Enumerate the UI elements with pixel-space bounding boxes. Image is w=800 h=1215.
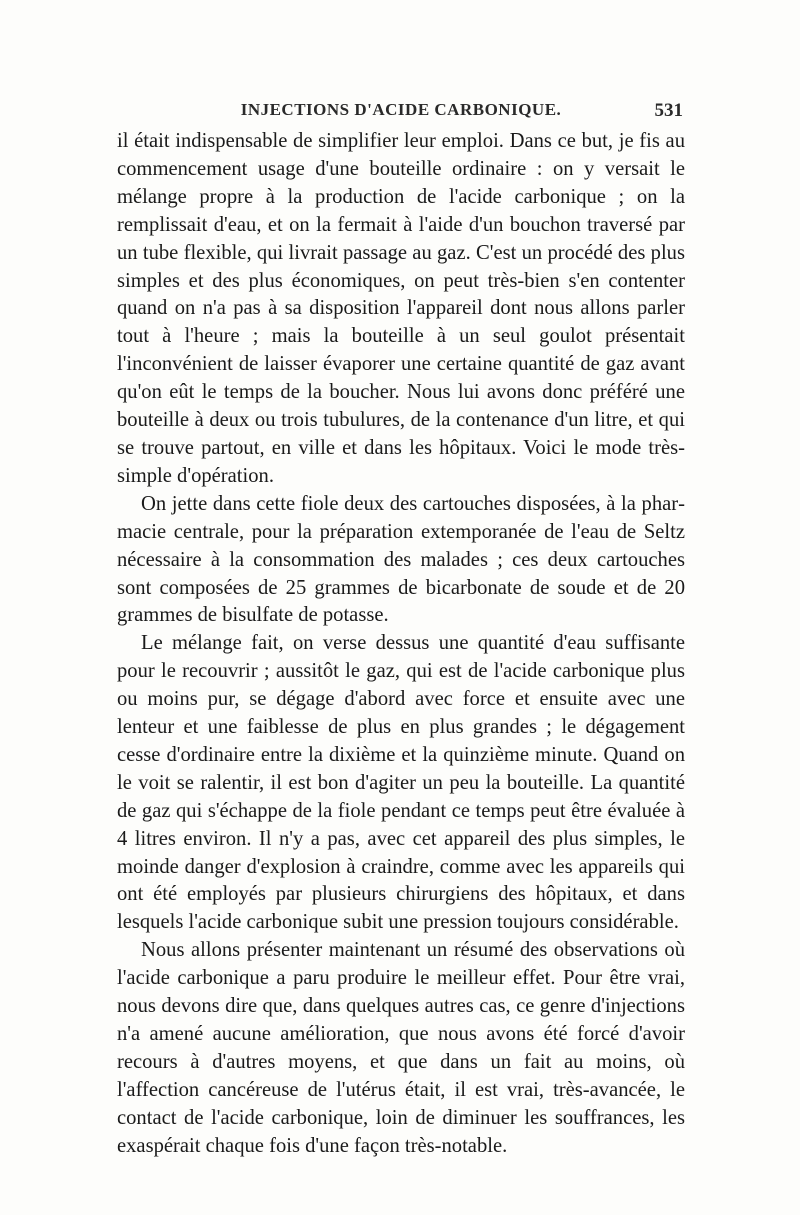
running-title: INJECTIONS D'ACIDE CARBONIQUE. (240, 100, 562, 119)
running-head (117, 100, 685, 128)
page-number: 531 (654, 100, 683, 121)
paragraph-2: On jette dans cette fiole deux des cartouches disposées, à la pharmacie centrale, pour la préparation extemporanée de l'eau de Seltz nécessaire à la consommation des malades ; ces deux cartouches sont composées de 25 grammes de bicarbonate de soude et de 20 grammes de bisulfate de potasse. (117, 492, 685, 627)
paragraph-1: il était indispensable de simplifier leur emploi. Dans ce but, je fis au commencement usage d'une bouteille ordinaire : on y versait le mélange propre à la production de l'acide carbonique ; on la remplissait d'eau, et on la fermait à l'aide d'un bouchon traversé par un tube flexible, qui livrait passage au gaz. C'est un procédé des plus simples et des plus économiques, on peut très-bien s'en contenter quand on n'a pas à sa disposition l'appareil dont nous allons parler tout à l'heure ; mais la bouteille à un seul goulot présentait l'inconvénient de laisser évaporer une certaine quantité de gaz avant qu'on eût le temps de la boucher. Nous lui avons donc préféré une bouteille à deux ou trois tubulures, de la contenance d'un litre, et qui se trouve partout, en ville et dans les hôpitaux. Voici le mode très-simple d'opération. (117, 130, 685, 487)
paragraph-4: Nous allons présenter maintenant un résumé des observations où l'acide carbonique a paru produire le meilleur effet. Pour être vrai, nous devons dire que, dans quelques autres cas, ce genre d'injections n'a amené aucune amélioration, que nous avons été forcé d'avoir recours à d'autres moyens, et que dans un fait au moins, où l'affection cancéreuse de l'utérus était, il est vrai, très-avancée, le contact de l'acide carbonique, loin de diminuer les souffrances, les exaspérait chaque fois d'une façon très-notable. (117, 939, 685, 1157)
body-text (117, 128, 685, 1161)
paragraph-3: Le mélange fait, on verse dessus une quantité d'eau suffisante pour le recouvrir ; aussitôt le gaz, qui est de l'acide carbonique plus ou moins pur, se dégage d'abord avec force et ensuite avec une lenteur et une faiblesse de plus en plus grandes ; le dégagement cesse d'ordinaire entre la dixième et la quinzième minute. Quand on le voit se ralentir, il est bon d'agiter un peu la bouteille. La quantité de gaz qui s'échappe de la fiole pendant ce temps peut être évaluée à 4 litres environ. Il n'y a pas, avec cet appareil des plus simples, le moinde danger d'explosion à craindre, comme avec les appareils qui ont été employés par plusieurs chirurgiens des hôpitaux, et dans lesquels l'acide carbonique subit une pression toujours considérable. (117, 632, 685, 934)
